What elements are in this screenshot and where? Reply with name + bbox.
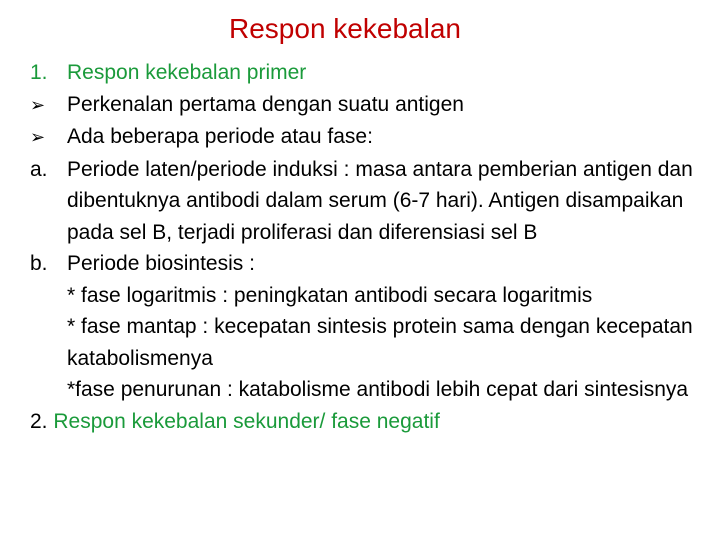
sub-item-mantap: * fase mantap : kecepatan sintesis protein sama dengan kecepatan katabolismenya: [67, 315, 693, 370]
arrow-bullet-icon: ➢: [30, 127, 46, 148]
list-marker: 1.: [30, 61, 48, 84]
list-bullet-1: [30, 89, 710, 122]
list-item-text: Respon kekebalan primer: [67, 61, 307, 84]
slide-title: Respon kekebalan: [229, 13, 461, 44]
list-item-1: [30, 57, 710, 89]
sub-item-logaritmis: * fase logaritmis : peningkatan antibodi secara logaritmis: [67, 283, 593, 307]
list-item-text: Ada beberapa periode atau fase:: [67, 125, 373, 148]
list-item-text: Periode biosintesis :: [67, 252, 255, 275]
arrow-bullet-icon: ➢: [30, 94, 46, 116]
list-item-2-line: [30, 406, 440, 438]
list-item-body: [67, 248, 710, 406]
list-item-text: Perkenalan pertama dengan suatu antigen: [67, 92, 464, 116]
list-marker: 2.: [30, 409, 48, 433]
sub-item-penurunan: *fase penurunan : katabolisme antibodi lebih cepat dari sintesisnya: [67, 378, 689, 401]
list-item-a: [30, 154, 710, 249]
list-item-text: Respon kekebalan sekunder/ fase negatif: [53, 409, 440, 433]
list-marker: a.: [30, 157, 48, 181]
list-item-b: [30, 248, 710, 406]
list-marker: b.: [30, 252, 48, 275]
slide-content: [30, 57, 710, 437]
list-bullet-2: [30, 121, 710, 154]
list-item-2: [30, 406, 710, 438]
list-item-text: Periode laten/periode induksi : masa antara pemberian antigen dan dibentuknya antibodi dalam serum (6-7 hari). Antigen disampaikan pada sel B, terjadi proliferasi dan diferensiasi sel B: [67, 157, 693, 244]
